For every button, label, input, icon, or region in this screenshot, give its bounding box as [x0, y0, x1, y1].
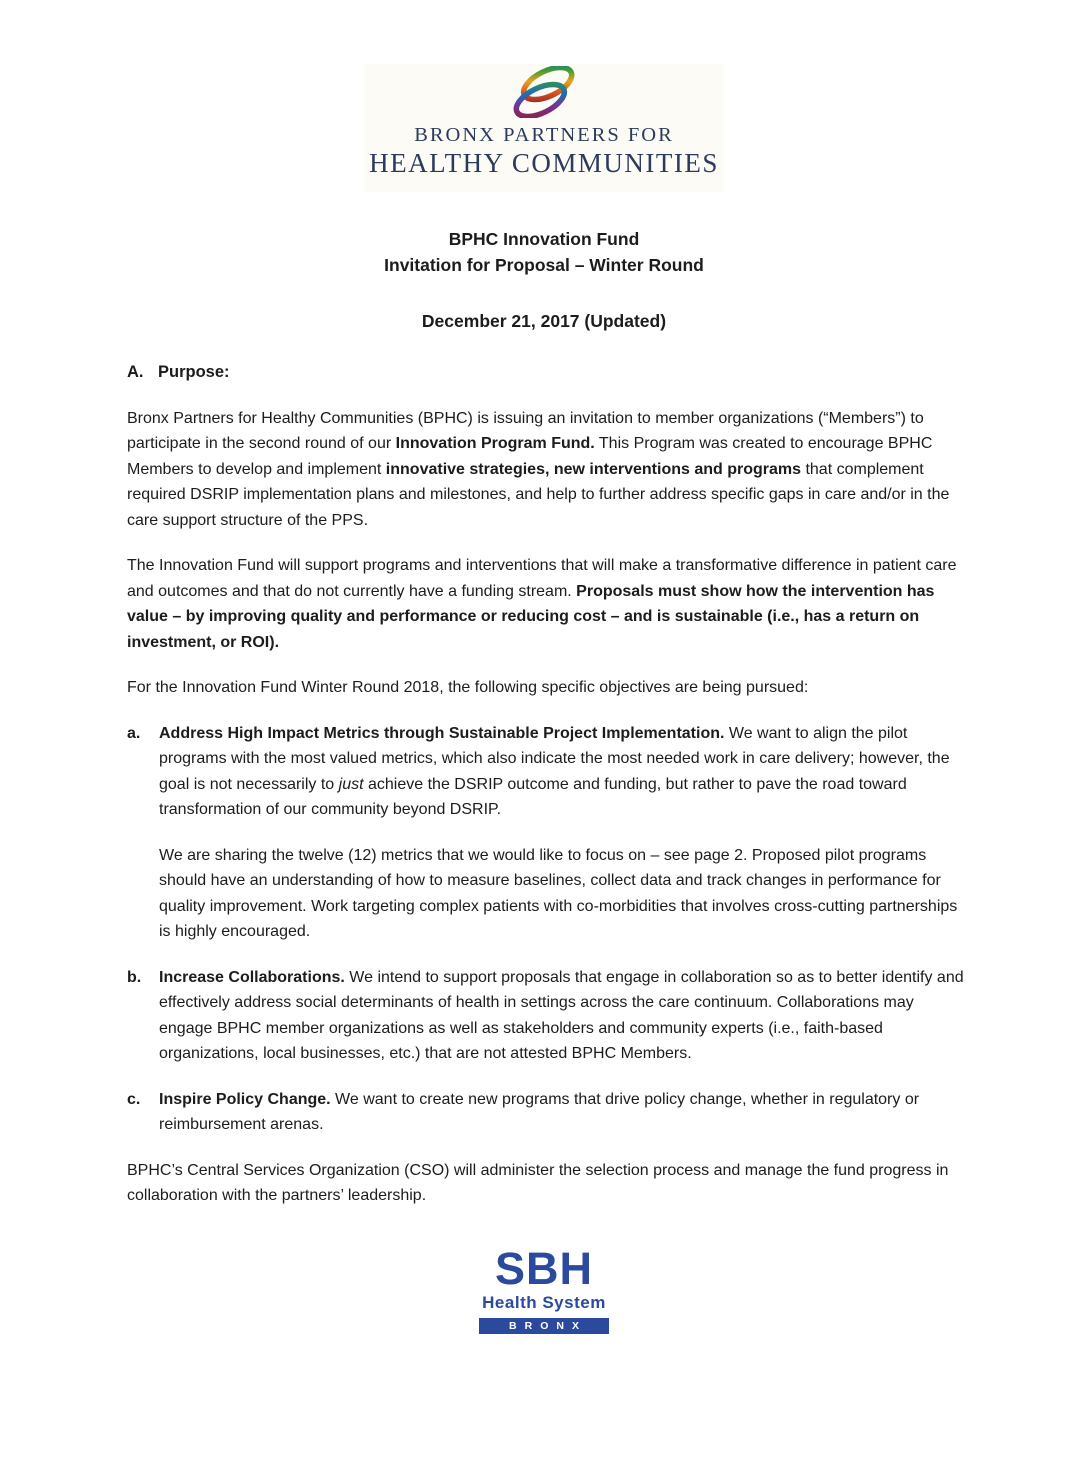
paragraph-closing: BPHC’s Central Services Organization (CSO) will administer the selection process and manage the fund progress in collaboration with the partners’ leadership. [127, 1161, 949, 1204]
document-title [0, 226, 1088, 278]
list-item-b-label: b. [127, 968, 142, 986]
org-logo-swirl-icon [504, 66, 584, 118]
document-page [0, 64, 1088, 1472]
document-date: December 21, 2017 (Updated) [421, 311, 667, 331]
list-item-c [127, 1087, 966, 1138]
list-item-c-text: Inspire Policy Change. We want to create new programs that drive policy change, whether in regulatory or reimbursement arenas. [159, 1090, 920, 1133]
sbh-subtitle: Health System [482, 1292, 606, 1312]
list-item-b-text: Increase Collaborations. We intend to support proposals that engage in collaboration so as to better identify and effectively address social determinants of health in settings across the care continuum. Collaborations may engage BPHC member organizations as well as stakeholders and community experts (i.e., faith-based organizations, local businesses, etc.) that are not attested BPHC Members. [159, 968, 964, 1062]
paragraph-objectives-intro: For the Innovation Fund Winter Round 2018, the following specific objectives are being pursued: [127, 679, 809, 696]
section-label: A. [127, 363, 144, 381]
document-title-line1: BPHC Innovation Fund [448, 229, 640, 249]
document-body [127, 360, 966, 1209]
paragraph-purpose-2: The Innovation Fund will support programs and interventions that will make a transformative difference in patient care and outcomes and that do not currently have a funding stream. Proposals must show how the intervention has value – by improving quality and performance or reducing cost – and is sustainable (i.e., has a return on investment, or ROI). [127, 557, 957, 651]
section-title: Purpose: [158, 363, 230, 381]
list-item-c-label: c. [127, 1090, 141, 1108]
org-name-line1: BRONX PARTNERS FOR [414, 124, 674, 146]
section-heading-purpose [127, 360, 966, 386]
sbh-bronx-banner: BRONX [479, 1318, 609, 1334]
sbh-acronym: SBH [494, 1242, 593, 1294]
paragraph-purpose-1: Bronx Partners for Healthy Communities (BPHC) is issuing an invitation to member organizations (“Members”) to participate in the second round of our Innovation Program Fund. This Program was created to encourage BPHC Members to develop and implement innovative strategies, new interventions and programs that complement required DSRIP implementation plans and milestones, and help to further address specific gaps in care and/or in the care support structure of the PPS. [127, 409, 950, 529]
sbh-logo [479, 1242, 609, 1334]
list-item-a-continuation: We are sharing the twelve (12) metrics that we would like to focus on – see page 2. Proposed pilot programs should have an understanding of how to measure baselines, collect data and track changes in performance for quality improvement. Work targeting complex patients with co-morbidities that involves cross-cutting partnerships is highly encouraged. [159, 846, 958, 940]
list-item-b [127, 965, 966, 1067]
list-item-a-text: Address High Impact Metrics through Sustainable Project Implementation. We want to align the pilot programs with the most valued metrics, which also indicate the most needed work in care delivery; however, the goal is not necessarily to just achieve the DSRIP outcome and funding, but rather to pave the road toward transformation of our community beyond DSRIP. [159, 724, 950, 818]
list-item-a-label: a. [127, 724, 141, 742]
document-title-line2: Invitation for Proposal – Winter Round [384, 255, 704, 275]
list-item-a [127, 721, 966, 823]
org-name-line2: HEALTHY COMMUNITIES [369, 148, 719, 178]
org-logo [363, 64, 725, 192]
